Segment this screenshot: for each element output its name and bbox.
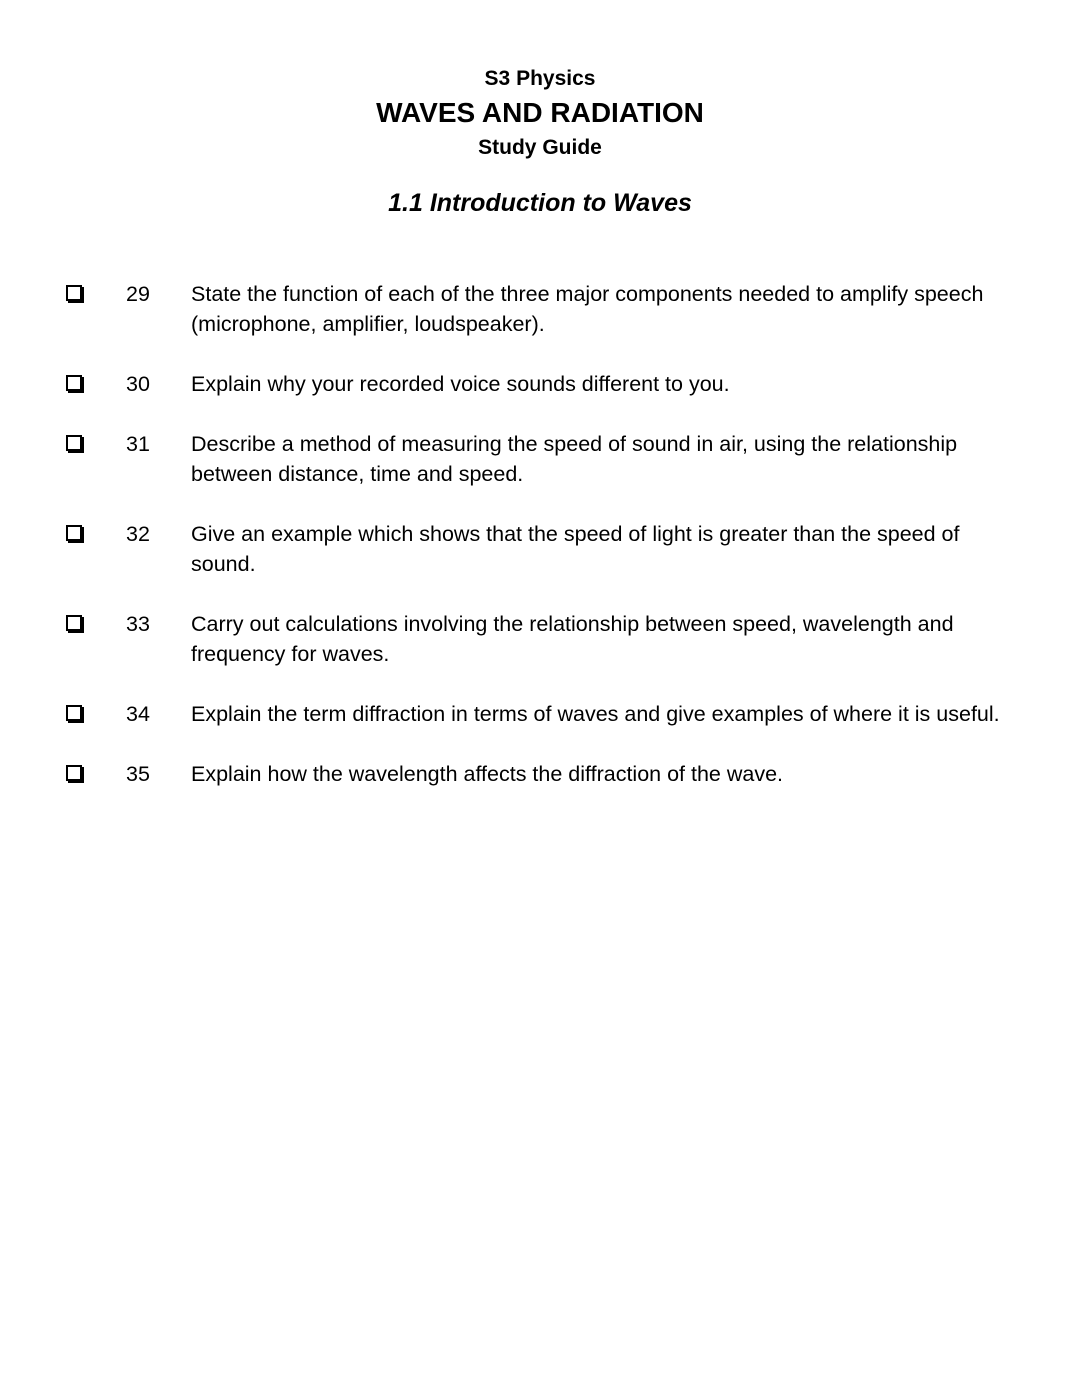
item-number: 29 [126, 282, 150, 306]
checkbox-icon[interactable] [66, 705, 82, 721]
section-heading: 1.1 Introduction to Waves [388, 189, 692, 217]
item-text: Describe a method of measuring the speed of sound in air, using the relationship between distance, time and speed. [191, 432, 958, 486]
item-number: 31 [126, 432, 150, 456]
checkbox-icon[interactable] [66, 765, 82, 781]
checklist-item [0, 519, 1080, 579]
item-text: State the function of each of the three major components needed to amplify speech (microphone, amplifier, loudspeaker). [191, 282, 984, 336]
document-header [0, 64, 1080, 220]
item-number: 34 [126, 702, 150, 726]
item-text: Give an example which shows that the speed of light is greater than the speed of sound. [191, 522, 960, 576]
item-text: Explain how the wavelength affects the diffraction of the wave. [191, 762, 784, 786]
checkbox-icon[interactable] [66, 615, 82, 631]
item-text: Explain the term diffraction in terms of waves and give examples of where it is useful. [191, 702, 1000, 726]
item-text: Carry out calculations involving the relationship between speed, wavelength and frequency for waves. [191, 612, 954, 666]
checklist-item [0, 699, 1080, 729]
checklist-item [0, 429, 1080, 489]
item-number: 33 [126, 612, 150, 636]
document-subtitle: Study Guide [478, 136, 602, 159]
item-number: 30 [126, 372, 150, 396]
item-text: Explain why your recorded voice sounds different to you. [191, 372, 730, 396]
document-title: WAVES AND RADIATION [376, 97, 704, 128]
checklist-item [0, 369, 1080, 399]
item-number: 35 [126, 762, 150, 786]
checklist [0, 279, 1080, 819]
subject-label: S3 Physics [484, 67, 596, 90]
checklist-item [0, 759, 1080, 789]
item-number: 32 [126, 522, 150, 546]
checklist-item [0, 609, 1080, 669]
checkbox-icon[interactable] [66, 375, 82, 391]
checkbox-icon[interactable] [66, 435, 82, 451]
checklist-item [0, 279, 1080, 339]
checkbox-icon[interactable] [66, 285, 82, 301]
checkbox-icon[interactable] [66, 525, 82, 541]
